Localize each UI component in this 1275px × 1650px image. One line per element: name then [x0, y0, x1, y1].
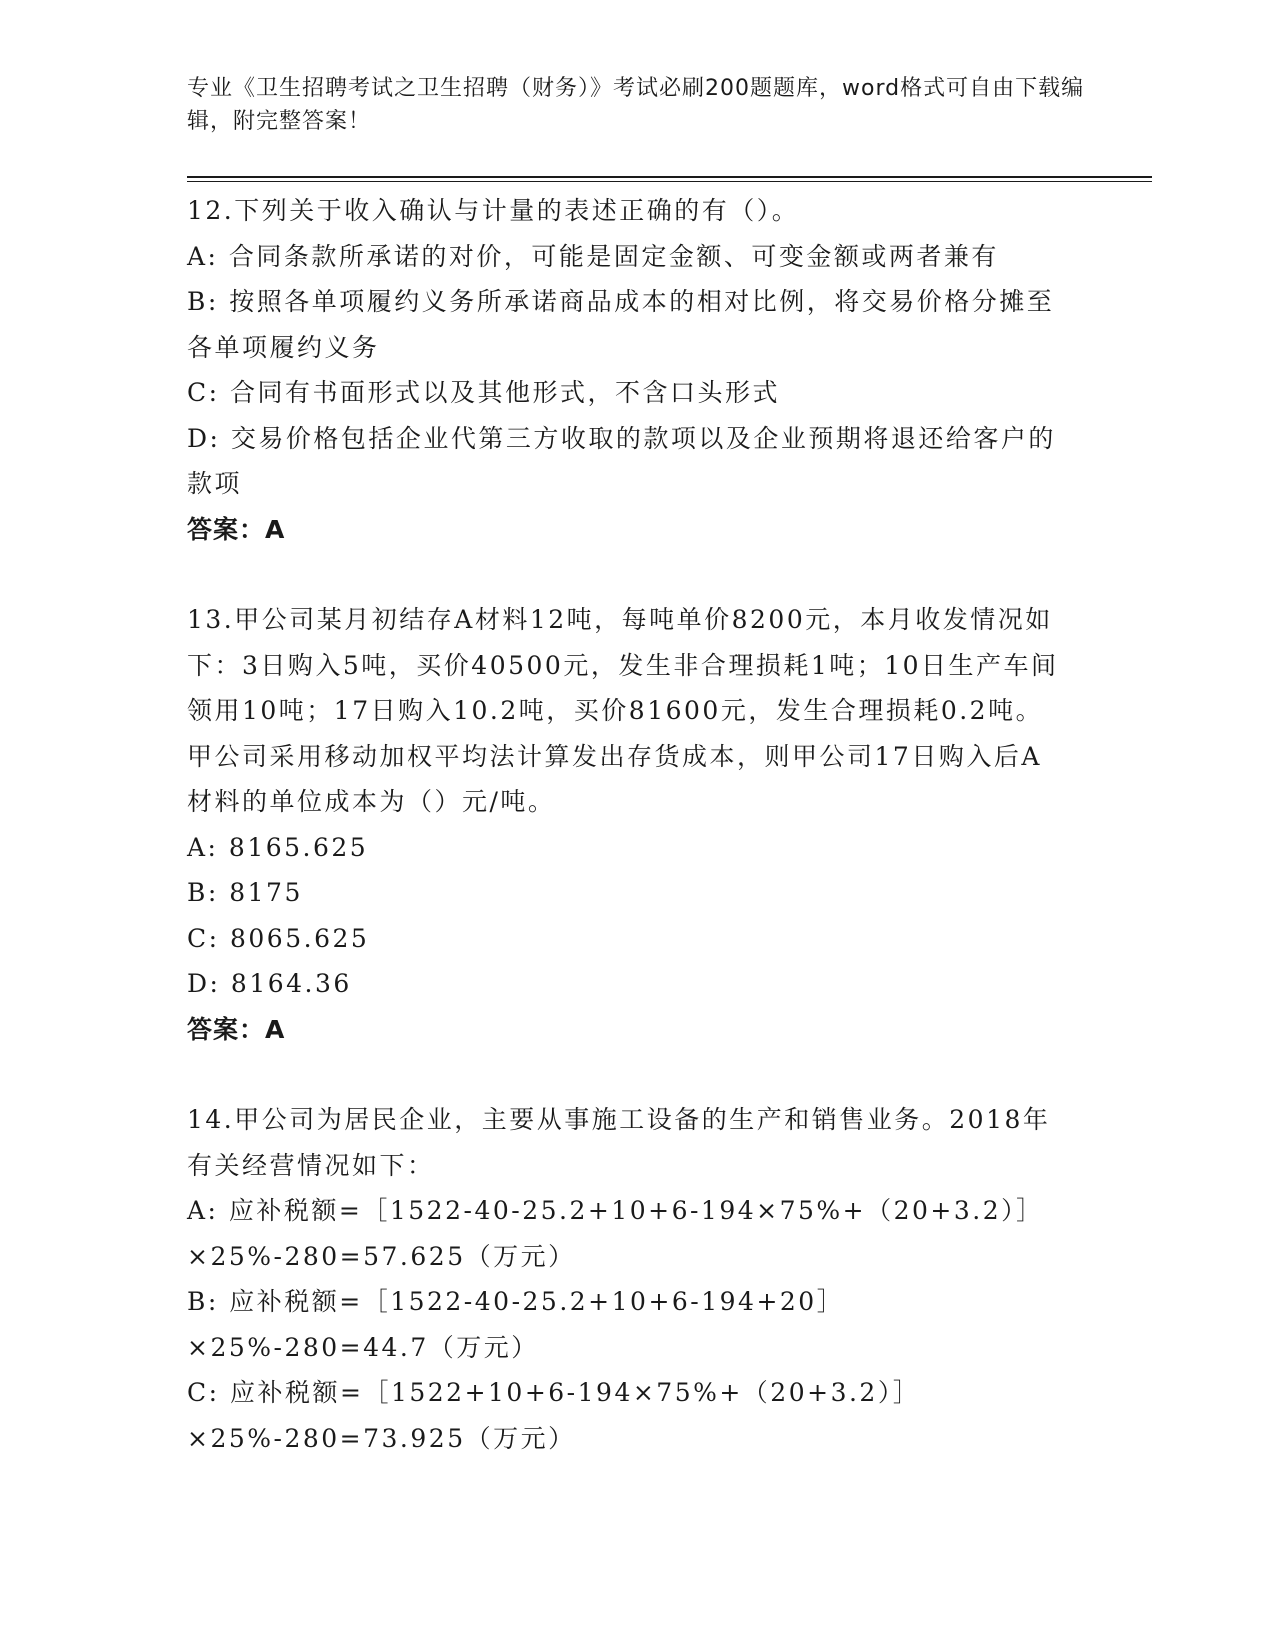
- question-13: [187, 597, 1067, 1052]
- question-stem: 12.下列关于收入确认与计量的表述正确的有（）。: [187, 196, 800, 225]
- header-divider-thick: [187, 176, 1152, 178]
- option-b: B: 8175: [187, 878, 303, 907]
- question-list: [187, 188, 1067, 1461]
- answer-label: 答案：A: [187, 1014, 286, 1044]
- option-a: A: 合同条款所承诺的对价，可能是固定金额、可变金额或两者兼有: [187, 241, 999, 271]
- document-header: 专业《卫生招聘考试之卫生招聘（财务）》考试必刷200题题库，word格式可自由下载编辑，附完整答案！: [187, 76, 1085, 134]
- option-d: D: 8164.36: [187, 969, 352, 998]
- option-c: C: 8065.625: [187, 923, 370, 953]
- option-b: B: 应补税额=［1522-40-25.2+10+6-194+20］×25%-280=44.7（万元）: [187, 1287, 845, 1362]
- option-b: B: 按照各单项履约义务所承诺商品成本的相对比例，将交易价格分摊至各单项履约义务: [187, 287, 1055, 362]
- question-stem: 13.甲公司某月初结存A材料12吨，每吨单价8200元，本月收发情况如下：3日购入5吨，买价40500元，发生非合理损耗1吨；10日生产车间领用10吨；17日购入10.2吨，买价81600元，发生合理损耗0.2吨。甲公司采用移动加权平均法计算发出存货成本，则甲公司17日购入后A材料的单位成本为（）元/吨。: [187, 605, 1059, 816]
- question-12: [187, 188, 1067, 552]
- option-d: D: 交易价格包括企业代第三方收取的款项以及企业预期将退还给客户的款项: [187, 423, 1056, 498]
- question-stem: 14.甲公司为居民企业，主要从事施工设备的生产和销售业务。2018年有关经营情况如下：: [187, 1105, 1051, 1180]
- option-a: A: 应补税额=［1522-40-25.2+10+6-194×75%+（20+3.2）］×25%-280=57.625（万元）: [187, 1196, 1044, 1271]
- option-c: C: 应补税额=［1522+10+6-194×75%+（20+3.2）］×25%-280=73.925（万元）: [187, 1378, 921, 1453]
- header-divider-thin: [187, 181, 1152, 182]
- option-a: A: 8165.625: [187, 832, 369, 862]
- answer-label: 答案：A: [187, 514, 286, 544]
- option-c: C: 合同有书面形式以及其他形式，不含口头形式: [187, 378, 780, 407]
- question-14: [187, 1097, 1067, 1461]
